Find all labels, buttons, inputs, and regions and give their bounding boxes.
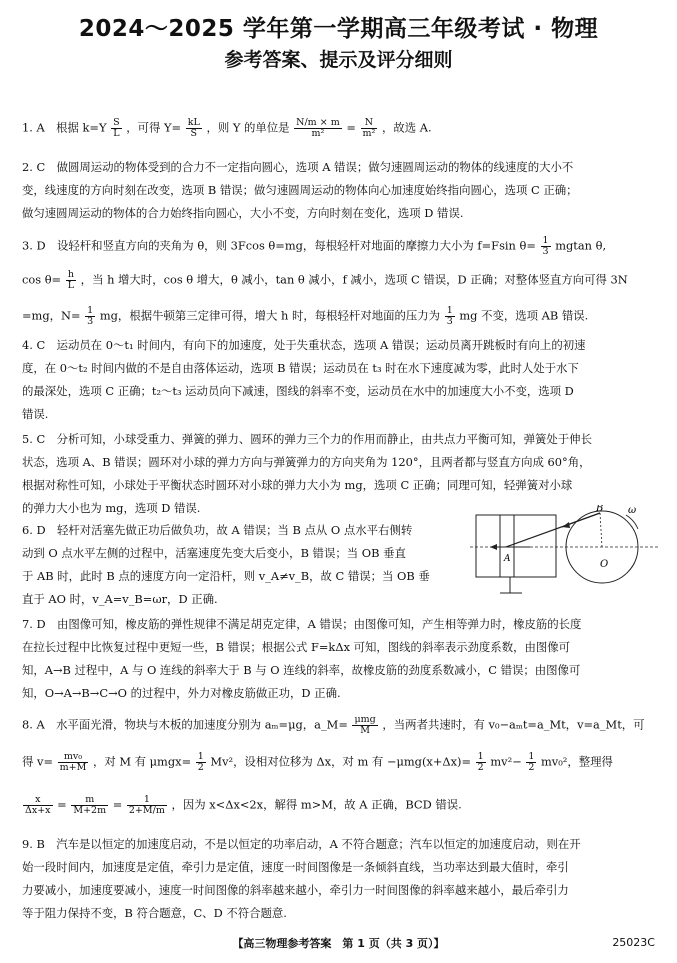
fraction: $\frac{N/m \times m}{\text{m²}}$	[296, 117, 340, 139]
answer-7-line: 知，A→B 过程中，A 与 O 连线的斜率大于 B 与 O 连线的斜率，故橡皮筋的劲度系数减小，C 错误；由图像可	[22, 663, 581, 677]
fraction: $\frac{m}{M+2m}$	[73, 794, 107, 816]
answer-3-line: 3. D 设轻杆和竖直方向的夹角为 θ，则 3Fcos θ=mg，每根轻杆对地面的摩擦力大小为 f=Fsin θ= $\frac{1}{3}$ mgtan θ,	[22, 235, 607, 257]
cylinder-wall	[476, 515, 556, 577]
fraction: $\frac{1}{3}$	[542, 235, 549, 257]
answer-5-line: 根据对称性可知，小球处于平衡状态时圆环对小球的弹力大小为 mg，选项 C 正确；同理可知，轻弹簧对小球	[22, 478, 573, 492]
answer-6-line: 于 AB 时，此时 B 点的速度方向一定沿杆，则 v_A≠v_B，故 C 错误；当 OB 垂	[22, 569, 430, 583]
fraction: $\frac{1}{2+M/m}$	[128, 794, 165, 816]
fraction: $\frac{kL}{S}$	[187, 117, 200, 139]
fraction: $\frac{1}{3}$	[446, 305, 453, 327]
document-code: 25023C	[612, 936, 655, 949]
answer-6-line: 动到 O 点水平左侧的过程中，活塞速度先变大后变小，B 错误；当 OB 垂直	[22, 546, 406, 560]
answer-9-line: 力要减小，加速度要减小，速度一时间图像的斜率越来越小，牵引力一时间图像的斜率越来越小，最后牵引力	[22, 883, 569, 897]
answer-9-line: 始一段时间内，加速度是定值，牵引力是定值，速度一时间图像是一条倾斜直线，当功率达到最大值时，牵引	[22, 860, 569, 874]
crank-arm	[600, 513, 602, 547]
answer-6-line: 6. D 轻杆对活塞先做正功后做负功，故 A 错误；当 B 点从 O 点水平右侧转	[22, 523, 413, 537]
page-subtitle: 参考答案、提示及评分细则	[224, 49, 453, 71]
answer-9-line: 等于阻力保持不变，B 符合题意，C、D 不符合题意.	[22, 906, 287, 920]
answer-5-line: 5. C 分析可知，小球受重力、弹簧的弹力、圆环的弹力三个力的作用而静止，由共点力平衡可知，弹簧处于伸长	[22, 432, 592, 446]
label-a: A	[504, 554, 511, 564]
fraction: $\frac{h}{L}$	[67, 269, 75, 291]
label-o: O	[600, 559, 609, 570]
answer-6-line: 直于 AO 时，v_A=v_B=ωr，D 正确.	[22, 592, 218, 606]
answer-8-line: $\frac{x}{\Delta x+x}$ = $\frac{m}{M+2m}$ = $\frac{1}{2+M/m}$ ，因为 x<Δx<2x，解得 m>M，故 A 正确，BCD 错误.	[25, 794, 462, 816]
answer-5-line: 的弹力大小也为 mg，选项 D 错误.	[22, 501, 201, 515]
fraction: $\frac{1}{2}$	[197, 751, 204, 773]
page-title: 2024～2025 学年第一学期高三年级考试 · 物理	[78, 16, 599, 42]
fraction: $\frac{\text{mv₀}}{m+M}$	[59, 751, 87, 773]
answer-4-line: 4. C 运动员在 0～t₁ 时间内，有向下的加速度，处于失重状态，选项 A 错误；运动员离开跳板时有向上的初速	[22, 338, 586, 352]
label-omega: ω	[628, 505, 637, 516]
fraction: $\frac{N}{\text{m²}}$	[362, 117, 376, 139]
answer-5-line: 状态，选项 A、B 错误；圆环对小球的弹力方向与弹簧弹力的方向夹角为 120°，且两者都与竖直方向成 60°角，	[22, 455, 591, 469]
answer-7-line: 在拉长过程中比恢复过程中更短一些，B 错误；根据公式 F=kΔx 可知，图线的斜率表示劲度系数，由图像可	[22, 640, 571, 654]
answer-4-line: 的最深处，选项 C 正确；t₂～t₃ 运动员向下减速，图线的斜率不变，运动员在水中的加速度大小不变，选项 D	[22, 384, 574, 398]
answer-2-line: 做匀速圆周运动的物体的合力始终指向圆心，大小不变，方向时刻在变化，选项 D 错误.	[22, 206, 464, 220]
answer-3-line: =mg，N= $\frac{1}{3}$ mg，根据牛顿第三定律可得，增大 h 时，每根轻杆对地面的压力为 $\frac{1}{3}$ mg 不变，选项 AB 错误.	[22, 305, 589, 327]
fraction: $\frac{x}{\Delta x+x}$	[25, 794, 51, 816]
page-footer: 【高三物理参考答案 第 1 页（共 3 页）】	[232, 937, 445, 950]
answer-2-line: 变，线速度的方向时刻在改变，选项 B 错误；做匀速圆周运动的物体向心加速度始终指向圆心，选项 C 正确；	[22, 183, 578, 197]
fraction: $\frac{1}{3}$	[87, 305, 94, 327]
answer-4-line: 错误.	[22, 407, 49, 421]
fraction: $\frac{1}{2}$	[528, 751, 535, 773]
answer-8-line: 8. A 水平面光滑，物块与木板的加速度分别为 aₘ=μg，a_M= $\frac{\text{μmg}}{M}$ ，当两者共速时，有 v₀−aₘt=a_Mt，v=a_Mt，可	[22, 714, 645, 736]
label-b: B	[596, 505, 604, 514]
piston-crank-figure	[470, 505, 660, 605]
answer-8-line: 得 v= $\frac{\text{mv₀}}{m+M}$ ，对 M 有 μmgx= $\frac{1}{2}$ Mv²，设相对位移为 Δx，对 m 有 −μmg(x+Δx)= $\frac{1}{2}$ mv²− $\frac{1}{2}$ mv₀²，整理得	[22, 751, 613, 773]
answer-7-line: 知，O→A→B→C→O 的过程中，外力对橡皮筋做正功，D 正确.	[22, 686, 341, 700]
arrow-head-icon	[490, 544, 497, 550]
fraction: $\frac{1}{2}$	[477, 751, 484, 773]
answer-9-line: 9. B 汽车是以恒定的加速度启动，不是以恒定的功率启动，A 不符合题意；汽车以恒定的加速度启动，则在开	[22, 837, 581, 851]
arrow-head-icon	[562, 522, 570, 528]
fraction: $\frac{\text{μmg}}{M}$	[354, 714, 376, 736]
answer-2-line: 2. C 做圆周运动的物体受到的合力不一定指向圆心，选项 A 错误；做匀速圆周运动的物体的线速度的大小不	[22, 160, 574, 174]
answer-1: 1. A 根据 k=Y $\frac{S}{L}$ ，可得 Y= $\frac{kL}{S}$ ，则 Y 的单位是 $\frac{N/m \times m}{\text{m²}}$ = $\frac{N}{\text{m²}}$ ，故选 A.	[22, 117, 432, 139]
answer-4-line: 度，在 0～t₂ 时间内做的不是自由落体运动，选项 B 错误；运动员在 t₃ 时在水下速度减为零，此时人处于水下	[22, 361, 579, 375]
answer-7-line: 7. D 由图像可知，橡皮筋的弹性规律不满足胡克定律，A 错误；由图像可知，产生相等弹力时，橡皮筋的长度	[22, 617, 582, 631]
fraction: $\frac{S}{L}$	[113, 117, 120, 139]
answer-3-line: cos θ= $\frac{h}{L}$ ，当 h 增大时，cos θ 增大，θ 减小，tan θ 减小，f 减小，选项 C 错误，D 正确；对整体竖直方向可得 3N	[22, 269, 628, 291]
